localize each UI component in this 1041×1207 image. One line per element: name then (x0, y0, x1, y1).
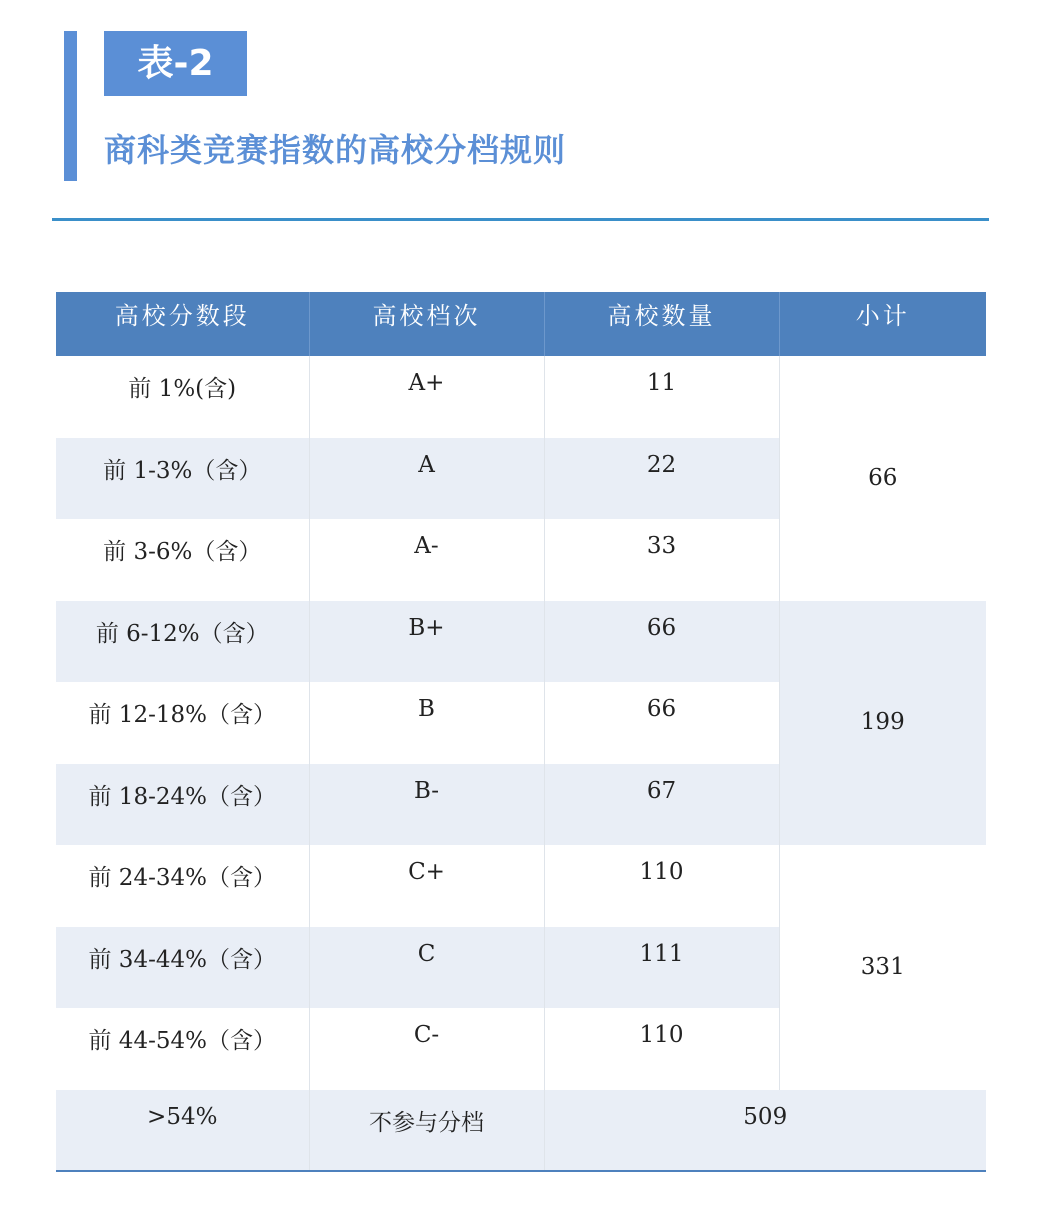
table-row (56, 845, 986, 927)
column-header-tier: 高校档次 (309, 292, 544, 356)
count-cell: 11 (544, 356, 779, 438)
tier-cell: A+ (309, 356, 544, 438)
range-cell: 前 3-6%（含） (56, 519, 309, 601)
count-cell: 67 (544, 764, 779, 846)
table-row-unranked (56, 1090, 986, 1172)
table-row (56, 601, 986, 683)
subtotal-cell-c: 331 (779, 845, 986, 1090)
count-cell: 33 (544, 519, 779, 601)
range-cell: 前 44-54%（含） (56, 1008, 309, 1090)
column-header-range: 高校分数段 (56, 292, 309, 356)
table-header-row (56, 292, 986, 356)
subtotal-cell-b: 199 (779, 601, 986, 846)
range-cell: 前 6-12%（含） (56, 601, 309, 683)
accent-bar (64, 31, 77, 181)
range-cell: 前 24-34%（含） (56, 845, 309, 927)
tier-cell: C (309, 927, 544, 1009)
range-cell: 前 1-3%（含） (56, 438, 309, 520)
divider (52, 218, 989, 221)
count-cell: 111 (544, 927, 779, 1009)
column-header-subtotal: 小计 (779, 292, 986, 356)
count-cell: 110 (544, 1008, 779, 1090)
tier-cell: 不参与分档 (309, 1090, 544, 1172)
tier-cell: C- (309, 1008, 544, 1090)
range-cell: 前 12-18%（含） (56, 682, 309, 764)
count-cell: 66 (544, 601, 779, 683)
tier-cell: A (309, 438, 544, 520)
tier-cell: A- (309, 519, 544, 601)
count-cell: 22 (544, 438, 779, 520)
tier-cell: B (309, 682, 544, 764)
count-cell: 66 (544, 682, 779, 764)
range-cell: >54% (56, 1090, 309, 1172)
tier-cell: C+ (309, 845, 544, 927)
tier-cell: B+ (309, 601, 544, 683)
count-cell: 509 (544, 1090, 986, 1172)
table-number-tag: 表-2 (104, 31, 247, 96)
subtotal-cell-a: 66 (779, 356, 986, 601)
page-title: 商科类竞赛指数的高校分档规则 (104, 131, 567, 169)
range-cell: 前 1%(含) (56, 356, 309, 438)
count-cell: 110 (544, 845, 779, 927)
tier-cell: B- (309, 764, 544, 846)
tier-rules-table (56, 292, 986, 1172)
range-cell: 前 34-44%（含） (56, 927, 309, 1009)
range-cell: 前 18-24%（含） (56, 764, 309, 846)
table-row (56, 356, 986, 438)
column-header-count: 高校数量 (544, 292, 779, 356)
